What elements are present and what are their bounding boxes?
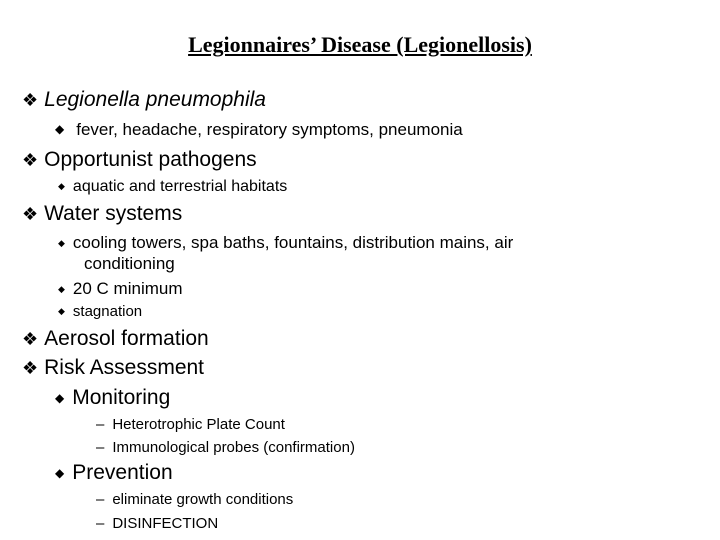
- sub-bullet-stagnation: [58, 303, 142, 320]
- bullet-text: Opportunist pathogens: [44, 148, 257, 171]
- subsub-bullet-text: eliminate growth conditions: [112, 491, 294, 508]
- sub-bullet-text: 20 C minimum: [72, 279, 183, 298]
- sub-bullet-icon: ◆: [58, 238, 65, 248]
- bullet-text: Legionella pneumophila: [44, 88, 266, 111]
- subsub-bullet-disinfection: [96, 515, 218, 532]
- sub-bullet-text: Prevention: [72, 461, 173, 484]
- sub-bullet-icon: ◆: [58, 181, 65, 191]
- diamond-bullet-icon: ❖: [22, 329, 39, 349]
- dash-bullet-icon: –: [96, 491, 105, 508]
- sub-bullet-text: conditioning: [84, 254, 175, 273]
- subsub-bullet-probes: [96, 439, 355, 456]
- sub-bullet-icon: ◆: [58, 306, 65, 316]
- subsub-bullet-text: Heterotrophic Plate Count: [112, 416, 285, 433]
- bullet-opportunist: [22, 148, 257, 172]
- diamond-bullet-icon: ❖: [22, 90, 39, 110]
- sub-bullet-text: fever, headache, respiratory symptoms, pneumonia: [76, 120, 463, 139]
- sub-bullet-icon: ◆: [58, 284, 65, 294]
- sub-bullet-text: aquatic and terrestrial habitats: [72, 178, 288, 195]
- bullet-legionella: [22, 88, 266, 112]
- subsub-bullet-eliminate: [96, 491, 293, 508]
- diamond-bullet-icon: ❖: [22, 150, 39, 170]
- sub-bullet-cooling-cont: [84, 254, 175, 274]
- bullet-text: Aerosol formation: [44, 327, 209, 350]
- sub-bullet-habitats: [58, 178, 287, 196]
- subsub-bullet-text: DISINFECTION: [112, 515, 219, 532]
- sub-bullet-icon: ◆: [55, 466, 65, 480]
- sub-bullet-cooling: [58, 233, 513, 253]
- diamond-bullet-icon: ❖: [22, 358, 39, 378]
- sub-bullet-prevention: [55, 461, 173, 485]
- bullet-water-systems: [22, 202, 182, 226]
- subsub-bullet-text: Immunological probes (confirmation): [112, 439, 355, 456]
- sub-bullet-monitoring: [55, 386, 170, 410]
- sub-bullet-temperature: [58, 279, 183, 299]
- sub-bullet-icon: ◆: [55, 391, 65, 405]
- dash-bullet-icon: –: [96, 439, 105, 456]
- diamond-bullet-icon: ❖: [22, 204, 39, 224]
- sub-bullet-text: Monitoring: [72, 386, 171, 409]
- sub-bullet-symptoms: [55, 120, 463, 140]
- sub-bullet-text: cooling towers, spa baths, fountains, distribution mains, air: [72, 233, 514, 252]
- dash-bullet-icon: –: [96, 416, 105, 433]
- sub-bullet-icon: ◆: [55, 122, 65, 136]
- bullet-text: Water systems: [44, 202, 183, 225]
- subsub-bullet-hpc: [96, 416, 285, 433]
- bullet-risk-assessment: [22, 356, 204, 380]
- dash-bullet-icon: –: [96, 515, 105, 532]
- slide-title: Legionnaires’ Disease (Legionellosis): [188, 32, 532, 57]
- bullet-aerosol: [22, 327, 209, 351]
- sub-bullet-text: stagnation: [72, 303, 143, 320]
- bullet-text: Risk Assessment: [44, 356, 205, 379]
